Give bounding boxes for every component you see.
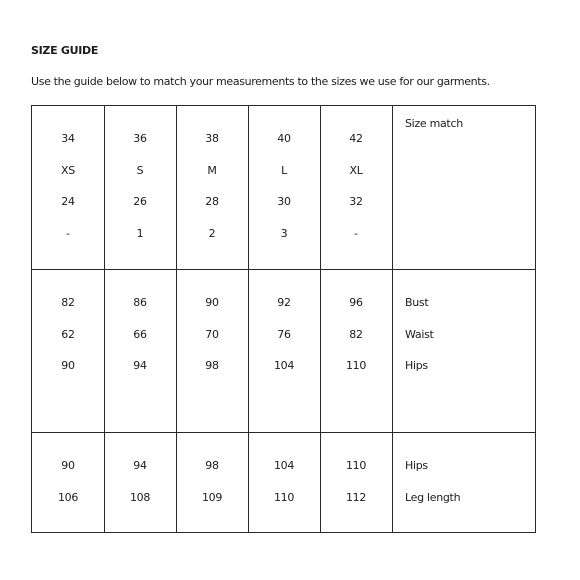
table-cell: 106 xyxy=(57,491,79,504)
table-cell: 108 xyxy=(129,491,151,504)
table-cell: 94 xyxy=(133,459,147,472)
row-label: Bust xyxy=(405,296,429,309)
table-cell: 82 xyxy=(349,328,363,341)
table-cell: 98 xyxy=(205,359,219,372)
table-cell: 90 xyxy=(205,296,219,309)
section-divider xyxy=(32,432,535,433)
table-cell: 110 xyxy=(345,359,367,372)
table-cell: 28 xyxy=(205,195,219,208)
table-cell: 40 xyxy=(277,132,291,145)
intro-text: Use the guide below to match your measurements to the sizes we use for our garments. xyxy=(31,75,490,88)
table-cell: 26 xyxy=(133,195,147,208)
table-cell: 62 xyxy=(61,328,75,341)
table-cell: L xyxy=(281,164,287,177)
table-cell: 96 xyxy=(349,296,363,309)
section-divider xyxy=(32,269,535,270)
table-cell: 110 xyxy=(273,491,295,504)
table-cell: 2 xyxy=(208,227,216,240)
table-cell: 32 xyxy=(349,195,363,208)
table-cell: 90 xyxy=(61,459,75,472)
size-table xyxy=(31,105,536,533)
table-cell: 82 xyxy=(61,296,75,309)
table-cell: 36 xyxy=(133,132,147,145)
column-divider xyxy=(392,106,393,532)
table-cell: 86 xyxy=(133,296,147,309)
table-cell: 38 xyxy=(205,132,219,145)
table-cell: S xyxy=(136,164,144,177)
row-label: Hips xyxy=(405,359,428,372)
table-cell: 34 xyxy=(61,132,75,145)
table-cell: - xyxy=(354,227,358,240)
table-cell: XL xyxy=(349,164,363,177)
table-cell: 109 xyxy=(201,491,223,504)
table-cell: 92 xyxy=(277,296,291,309)
table-cell: 76 xyxy=(277,328,291,341)
table-cell: - xyxy=(66,227,70,240)
table-cell: 24 xyxy=(61,195,75,208)
table-cell: XS xyxy=(61,164,75,177)
table-cell: 42 xyxy=(349,132,363,145)
table-cell: 70 xyxy=(205,328,219,341)
row-label: Leg length xyxy=(405,491,461,504)
table-cell: M xyxy=(207,164,217,177)
page-title: SIZE GUIDE xyxy=(31,44,99,57)
row-label: Hips xyxy=(405,459,428,472)
table-cell: 110 xyxy=(345,459,367,472)
table-cell: 94 xyxy=(133,359,147,372)
table-cell: 104 xyxy=(273,359,295,372)
table-cell: 3 xyxy=(280,227,288,240)
table-cell: 1 xyxy=(136,227,144,240)
table-cell: 30 xyxy=(277,195,291,208)
table-cell: 90 xyxy=(61,359,75,372)
table-cell: 66 xyxy=(133,328,147,341)
table-cell: 98 xyxy=(205,459,219,472)
table-cell: 112 xyxy=(345,491,367,504)
row-label: Size match xyxy=(405,117,463,130)
table-cell: 104 xyxy=(273,459,295,472)
row-label: Waist xyxy=(405,328,434,341)
